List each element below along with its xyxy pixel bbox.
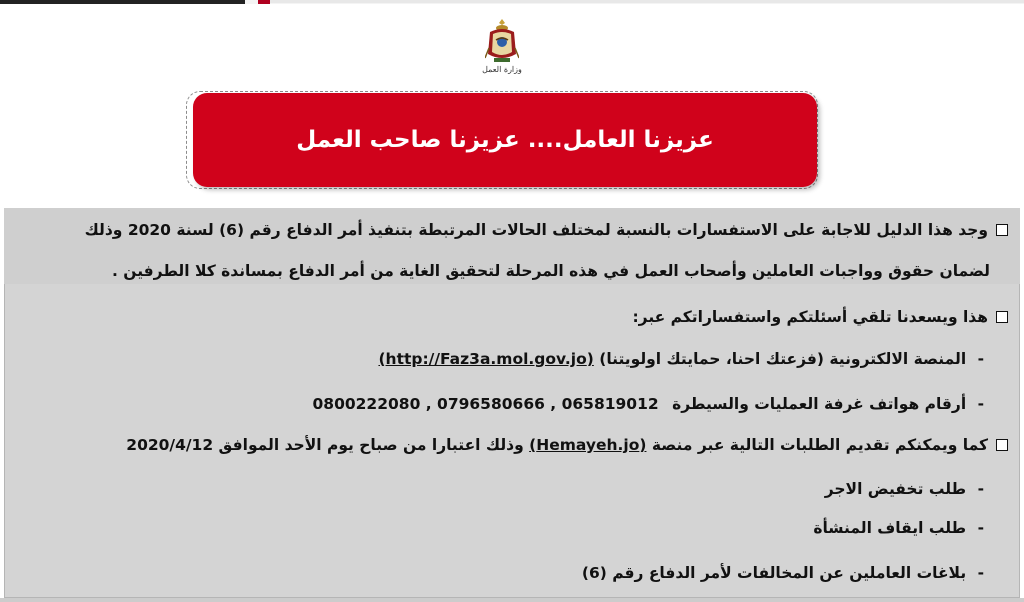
dash-bullet: - bbox=[977, 519, 984, 537]
dash-bullet: - bbox=[977, 564, 984, 582]
paragraph2-intro bbox=[632, 305, 1008, 329]
request-item bbox=[825, 477, 984, 501]
request-item-text: طلب ايقاف المنشأة bbox=[813, 519, 967, 537]
top-edge-dark-segment bbox=[0, 0, 245, 4]
top-edge-red-segment bbox=[258, 0, 270, 4]
ministry-logo bbox=[472, 18, 532, 82]
paragraph1-line2 bbox=[112, 259, 990, 283]
paragraph1-line1-text: وجد هذا الدليل للاجابة على الاستفسارات بالنسبة لمختلف الحالات المرتبطة بتنفيذ أمر الدفاع رقم (6) لسنة 2020 وذلك bbox=[84, 221, 988, 239]
banner-title: عزيزنا العامل.... عزيزنا صاحب العمل bbox=[296, 127, 714, 153]
contact-item-phones bbox=[313, 392, 985, 416]
title-banner bbox=[193, 93, 817, 187]
phone-numbers: 065819012 , 0796580666 , 0800222080 bbox=[312, 395, 659, 413]
platform-name: المنصة الالكترونية (فزعتك احنا، حمايتك اولويتنا) bbox=[599, 350, 967, 368]
top-edge-strip bbox=[0, 0, 1024, 4]
logo-caption: وزارة العمل bbox=[482, 65, 522, 74]
top-edge-light-segment bbox=[270, 0, 1024, 3]
request-item-text: بلاغات العاملين عن المخالفات لأمر الدفاع رقم (6) bbox=[581, 564, 967, 582]
contact-item-platform bbox=[378, 347, 984, 371]
dash-bullet: - bbox=[977, 480, 984, 498]
paragraph3-intro bbox=[126, 433, 1008, 457]
phones-label: أرقام هواتف غرفة العمليات والسيطرة bbox=[672, 395, 967, 413]
checkbox-bullet-icon bbox=[996, 311, 1008, 323]
paragraph2-intro-text: هذا ويسعدنا تلقي أسئلتكم واستفساراتكم عبر: bbox=[632, 308, 988, 326]
bottom-edge-strip bbox=[0, 598, 1024, 602]
checkbox-bullet-icon bbox=[996, 439, 1008, 451]
checkbox-bullet-icon bbox=[996, 224, 1008, 236]
coat-of-arms-icon bbox=[485, 18, 519, 64]
paragraph1-line1 bbox=[85, 218, 1008, 242]
paragraph1-line2-text: لضمان حقوق وواجبات العاملين وأصحاب العمل في هذه المرحلة لتحقيق الغاية من أمر الدفاع بمساندة كلا الطرفين . bbox=[111, 262, 990, 280]
request-item bbox=[813, 516, 984, 540]
platform-link[interactable]: (http://Faz3a.mol.gov.jo) bbox=[378, 350, 594, 368]
hemayeh-platform-link[interactable]: (Hemayeh.jo) bbox=[529, 436, 647, 454]
dash-bullet: - bbox=[977, 350, 984, 368]
paragraph3-intro-after: وذلك اعتبارا من صباح يوم الأحد الموافق 2020/4/12 bbox=[126, 436, 524, 454]
request-item-text: طلب تخفيض الاجر bbox=[824, 480, 967, 498]
dash-bullet: - bbox=[977, 395, 984, 413]
request-item bbox=[582, 561, 984, 585]
paragraph3-intro-before: كما ويمكنكم تقديم الطلبات التالية عبر منصة bbox=[651, 436, 988, 454]
